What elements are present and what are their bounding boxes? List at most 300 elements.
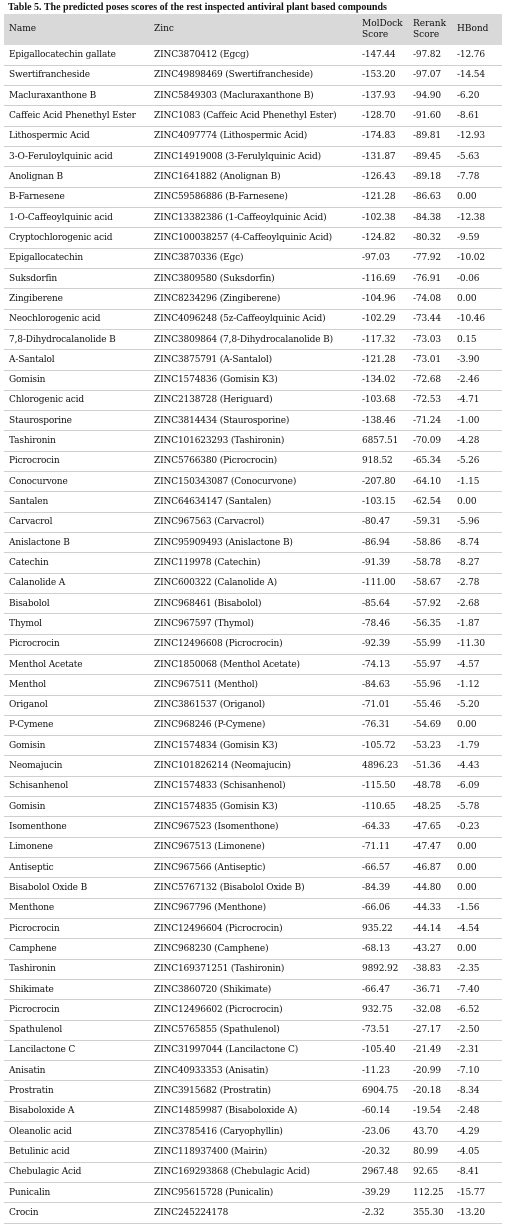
cell-moldock-score: -86.94 — [358, 533, 409, 553]
cell-moldock-score: -84.39 — [358, 878, 409, 898]
cell-hbond: 0.15 — [453, 329, 502, 349]
table-row — [4, 329, 502, 349]
cell-zinc: ZINC13382386 (1-Caffeoylquinic Acid) — [150, 208, 358, 228]
cell-rerank-score: -94.90 — [409, 86, 453, 106]
cell-zinc: ZINC967566 (Antiseptic) — [150, 858, 358, 878]
table-row — [4, 1183, 502, 1203]
cell-moldock-score: -116.69 — [358, 268, 409, 288]
cell-moldock-score: -76.31 — [358, 715, 409, 735]
cell-name: Oleanolic acid — [4, 1122, 150, 1142]
cell-rerank-score: -44.14 — [409, 918, 453, 938]
table-row — [4, 289, 502, 309]
cell-moldock-score: -97.03 — [358, 248, 409, 268]
cell-name: Bisaboloxide A — [4, 1101, 150, 1121]
cell-rerank-score: -48.25 — [409, 797, 453, 817]
cell-zinc: ZINC3860720 (Shikimate) — [150, 979, 358, 999]
table-row — [4, 350, 502, 370]
table-row — [4, 431, 502, 451]
header-rerank-line1: Rerank — [413, 18, 447, 29]
table-row — [4, 492, 502, 512]
cell-rerank-score: -32.08 — [409, 1000, 453, 1020]
cell-hbond: -4.57 — [453, 654, 502, 674]
table-row — [4, 776, 502, 796]
cell-name: 7,8-Dihydrocalanolide B — [4, 329, 150, 349]
cell-moldock-score: -207.80 — [358, 472, 409, 492]
cell-hbond: -1.79 — [453, 736, 502, 756]
table-row — [4, 918, 502, 938]
table-row — [4, 268, 502, 288]
cell-zinc: ZINC8234296 (Zingiberene) — [150, 289, 358, 309]
table-row — [4, 390, 502, 410]
cell-moldock-score: -105.72 — [358, 736, 409, 756]
cell-hbond: -14.54 — [453, 65, 502, 85]
cell-moldock-score: -39.29 — [358, 1183, 409, 1203]
cell-hbond: -7.40 — [453, 979, 502, 999]
cell-hbond: -5.20 — [453, 695, 502, 715]
cell-zinc: ZINC4097774 (Lithospermic Acid) — [150, 126, 358, 146]
cell-zinc: ZINC967511 (Menthol) — [150, 675, 358, 695]
cell-name: Neochlorogenic acid — [4, 309, 150, 329]
cell-moldock-score: -23.06 — [358, 1122, 409, 1142]
cell-hbond: -4.54 — [453, 918, 502, 938]
cell-name: Crocin — [4, 1203, 150, 1223]
cell-hbond: -4.43 — [453, 756, 502, 776]
cell-rerank-score: -77.92 — [409, 248, 453, 268]
cell-name: 1-O-Caffeoylquinic acid — [4, 208, 150, 228]
cell-moldock-score: -66.57 — [358, 858, 409, 878]
cell-moldock-score: -137.93 — [358, 86, 409, 106]
cell-moldock-score: -66.06 — [358, 898, 409, 918]
scores-table — [4, 14, 502, 1224]
header-zinc: Zinc — [154, 24, 174, 34]
cell-moldock-score: -103.15 — [358, 492, 409, 512]
cell-moldock-score: 9892.92 — [358, 959, 409, 979]
table-row — [4, 208, 502, 228]
cell-zinc: ZINC3809864 (7,8-Dihydrocalanolide B) — [150, 329, 358, 349]
cell-zinc: ZINC101623293 (Tashironin) — [150, 431, 358, 451]
table-row — [4, 1040, 502, 1060]
cell-rerank-score: -73.03 — [409, 329, 453, 349]
cell-hbond: -7.10 — [453, 1061, 502, 1081]
cell-hbond: 0.00 — [453, 878, 502, 898]
cell-hbond: -1.00 — [453, 411, 502, 431]
cell-rerank-score: -44.80 — [409, 878, 453, 898]
cell-zinc: ZINC3785416 (Caryophyllin) — [150, 1122, 358, 1142]
table-row — [4, 106, 502, 126]
cell-hbond: -13.20 — [453, 1203, 502, 1223]
cell-rerank-score: -55.97 — [409, 654, 453, 674]
cell-name: Tashironin — [4, 959, 150, 979]
table-row — [4, 1081, 502, 1101]
cell-hbond: -12.93 — [453, 126, 502, 146]
cell-zinc: ZINC64634147 (Santalen) — [150, 492, 358, 512]
cell-moldock-score: 6857.51 — [358, 431, 409, 451]
cell-hbond: -8.34 — [453, 1081, 502, 1101]
cell-moldock-score: -71.11 — [358, 837, 409, 857]
cell-name: Calanolide A — [4, 573, 150, 593]
cell-moldock-score: -11.23 — [358, 1061, 409, 1081]
cell-moldock-score: -78.46 — [358, 614, 409, 634]
cell-zinc: ZINC1083 (Caffeic Acid Phenethyl Ester) — [150, 106, 358, 126]
cell-zinc: ZINC1574833 (Schisanhenol) — [150, 776, 358, 796]
cell-moldock-score: -105.40 — [358, 1040, 409, 1060]
cell-zinc: ZINC169371251 (Tashironin) — [150, 959, 358, 979]
table-row — [4, 654, 502, 674]
cell-zinc: ZINC101826214 (Neomajucin) — [150, 756, 358, 776]
cell-rerank-score: -59.31 — [409, 512, 453, 532]
cell-hbond: -8.61 — [453, 106, 502, 126]
cell-name: Conocurvone — [4, 472, 150, 492]
cell-moldock-score: -102.38 — [358, 208, 409, 228]
cell-zinc: ZINC12496602 (Picrocrocin) — [150, 1000, 358, 1020]
cell-moldock-score: -2.32 — [358, 1203, 409, 1223]
cell-rerank-score: 112.25 — [409, 1183, 453, 1203]
cell-hbond: -15.77 — [453, 1183, 502, 1203]
cell-zinc: ZINC5767132 (Bisabolol Oxide B) — [150, 878, 358, 898]
cell-zinc: ZINC119978 (Catechin) — [150, 553, 358, 573]
cell-moldock-score: -110.65 — [358, 797, 409, 817]
cell-name: Lancilactone C — [4, 1040, 150, 1060]
cell-moldock-score: -68.13 — [358, 939, 409, 959]
cell-rerank-score: 355.30 — [409, 1203, 453, 1223]
cell-zinc: ZINC169293868 (Chebulagic Acid) — [150, 1162, 358, 1182]
cell-moldock-score: -85.64 — [358, 593, 409, 613]
cell-hbond: -4.71 — [453, 390, 502, 410]
table-row — [4, 86, 502, 106]
cell-moldock-score: -73.51 — [358, 1020, 409, 1040]
cell-name: Anisatin — [4, 1061, 150, 1081]
table-row — [4, 147, 502, 167]
cell-name: Gomisin — [4, 370, 150, 390]
table-row — [4, 45, 502, 65]
table-header — [4, 14, 502, 45]
cell-rerank-score: -47.47 — [409, 837, 453, 857]
cell-name: Picrocrocin — [4, 1000, 150, 1020]
cell-zinc: ZINC12496608 (Picrocrocin) — [150, 634, 358, 654]
cell-zinc: ZINC3809580 (Suksdorfin) — [150, 268, 358, 288]
cell-name: Menthone — [4, 898, 150, 918]
cell-moldock-score: -131.87 — [358, 147, 409, 167]
table-row — [4, 573, 502, 593]
cell-name: Menthol Acetate — [4, 654, 150, 674]
cell-rerank-score: -20.99 — [409, 1061, 453, 1081]
cell-rerank-score: -86.63 — [409, 187, 453, 207]
cell-moldock-score: -126.43 — [358, 167, 409, 187]
cell-name: Epigallocatechin gallate — [4, 45, 150, 65]
table-row — [4, 512, 502, 532]
cell-name: Catechin — [4, 553, 150, 573]
cell-zinc: ZINC967796 (Menthone) — [150, 898, 358, 918]
cell-zinc: ZINC967563 (Carvacrol) — [150, 512, 358, 532]
cell-zinc: ZINC968246 (P-Cymene) — [150, 715, 358, 735]
cell-moldock-score: 6904.75 — [358, 1081, 409, 1101]
cell-rerank-score: -58.86 — [409, 533, 453, 553]
cell-moldock-score: -92.39 — [358, 634, 409, 654]
cell-rerank-score: -73.44 — [409, 309, 453, 329]
cell-rerank-score: -62.54 — [409, 492, 453, 512]
table-row — [4, 451, 502, 471]
cell-rerank-score: -84.38 — [409, 208, 453, 228]
cell-zinc: ZINC600322 (Calanolide A) — [150, 573, 358, 593]
cell-moldock-score: 935.22 — [358, 918, 409, 938]
header-row — [4, 14, 502, 45]
table-row — [4, 979, 502, 999]
table-row — [4, 533, 502, 553]
cell-rerank-score: -44.33 — [409, 898, 453, 918]
cell-hbond: -8.27 — [453, 553, 502, 573]
table-row — [4, 959, 502, 979]
table-row — [4, 797, 502, 817]
cell-zinc: ZINC967523 (Isomenthone) — [150, 817, 358, 837]
cell-zinc: ZINC40933353 (Anisatin) — [150, 1061, 358, 1081]
cell-name: Carvacrol — [4, 512, 150, 532]
cell-hbond: -4.28 — [453, 431, 502, 451]
cell-moldock-score: -74.13 — [358, 654, 409, 674]
cell-hbond: -12.76 — [453, 45, 502, 65]
table-row — [4, 167, 502, 187]
cell-rerank-score: -38.83 — [409, 959, 453, 979]
cell-moldock-score: -117.32 — [358, 329, 409, 349]
cell-rerank-score: -58.78 — [409, 553, 453, 573]
cell-zinc: ZINC14859987 (Bisaboloxide A) — [150, 1101, 358, 1121]
cell-zinc: ZINC14919008 (3-Ferulylquinic Acid) — [150, 147, 358, 167]
cell-rerank-score: -56.35 — [409, 614, 453, 634]
cell-hbond: -9.59 — [453, 228, 502, 248]
cell-zinc: ZINC12496604 (Picrocrocin) — [150, 918, 358, 938]
cell-zinc: ZINC49898469 (Swertifrancheside) — [150, 65, 358, 85]
cell-hbond: 0.00 — [453, 858, 502, 878]
cell-moldock-score: 4896.23 — [358, 756, 409, 776]
cell-moldock-score: -111.00 — [358, 573, 409, 593]
table-body — [4, 45, 502, 1223]
cell-hbond: -4.29 — [453, 1122, 502, 1142]
cell-name: Anislactone B — [4, 533, 150, 553]
cell-hbond: -10.02 — [453, 248, 502, 268]
cell-name: Cryptochlorogenic acid — [4, 228, 150, 248]
header-moldock-line1: MolDock — [362, 18, 403, 29]
cell-name: Anolignan B — [4, 167, 150, 187]
cell-zinc: ZINC1574836 (Gomisin K3) — [150, 370, 358, 390]
cell-hbond: 0.00 — [453, 492, 502, 512]
cell-zinc: ZINC100038257 (4-Caffeoylquinic Acid) — [150, 228, 358, 248]
cell-zinc: ZINC967597 (Thymol) — [150, 614, 358, 634]
cell-name: Suksdorfin — [4, 268, 150, 288]
table-row — [4, 1020, 502, 1040]
cell-name: Shikimate — [4, 979, 150, 999]
cell-zinc: ZINC118937400 (Mairin) — [150, 1142, 358, 1162]
cell-rerank-score: -71.24 — [409, 411, 453, 431]
cell-name: Zingiberene — [4, 289, 150, 309]
cell-name: Schisanhenol — [4, 776, 150, 796]
cell-rerank-score: -89.81 — [409, 126, 453, 146]
cell-moldock-score: -80.47 — [358, 512, 409, 532]
table-row — [4, 695, 502, 715]
table-row — [4, 1101, 502, 1121]
cell-hbond: -6.20 — [453, 86, 502, 106]
cell-name: Chebulagic Acid — [4, 1162, 150, 1182]
cell-name: Neomajucin — [4, 756, 150, 776]
cell-zinc: ZINC3814434 (Staurosporine) — [150, 411, 358, 431]
cell-rerank-score: -55.96 — [409, 675, 453, 695]
cell-name: P-Cymene — [4, 715, 150, 735]
cell-name: Betulinic acid — [4, 1142, 150, 1162]
cell-hbond: -8.41 — [453, 1162, 502, 1182]
table-row — [4, 1203, 502, 1223]
cell-moldock-score: -121.28 — [358, 187, 409, 207]
cell-name: Macluraxanthone B — [4, 86, 150, 106]
cell-name: Chlorogenic acid — [4, 390, 150, 410]
table-row — [4, 1162, 502, 1182]
cell-moldock-score: 918.52 — [358, 451, 409, 471]
cell-moldock-score: 932.75 — [358, 1000, 409, 1020]
cell-name: Spathulenol — [4, 1020, 150, 1040]
header-rerank-score — [409, 14, 453, 45]
cell-zinc: ZINC5849303 (Macluraxanthone B) — [150, 86, 358, 106]
cell-rerank-score: -70.09 — [409, 431, 453, 451]
table-caption: Table 5. The predicted poses scores of the rest inspected antiviral plant based compounds — [8, 2, 387, 13]
table-row — [4, 411, 502, 431]
cell-moldock-score: -103.68 — [358, 390, 409, 410]
cell-zinc: ZINC59586886 (B-Farnesene) — [150, 187, 358, 207]
cell-hbond: -10.46 — [453, 309, 502, 329]
cell-hbond: -12.38 — [453, 208, 502, 228]
cell-name: Picrocrocin — [4, 451, 150, 471]
table-row — [4, 126, 502, 146]
cell-moldock-score: -134.02 — [358, 370, 409, 390]
cell-zinc: ZINC968230 (Camphene) — [150, 939, 358, 959]
cell-moldock-score: -147.44 — [358, 45, 409, 65]
cell-hbond: -4.05 — [453, 1142, 502, 1162]
header-moldock-line2: Score — [362, 29, 389, 40]
table-row — [4, 593, 502, 613]
cell-hbond: -2.35 — [453, 959, 502, 979]
cell-rerank-score: -36.71 — [409, 979, 453, 999]
cell-name: Antiseptic — [4, 858, 150, 878]
cell-rerank-score: -74.08 — [409, 289, 453, 309]
table-row — [4, 370, 502, 390]
cell-moldock-score: -91.39 — [358, 553, 409, 573]
table-row — [4, 1000, 502, 1020]
cell-hbond: -6.52 — [453, 1000, 502, 1020]
table-row — [4, 1061, 502, 1081]
cell-zinc: ZINC150343087 (Conocurvone) — [150, 472, 358, 492]
cell-name: 3-O-Feruloylquinic acid — [4, 147, 150, 167]
cell-rerank-score: 80.99 — [409, 1142, 453, 1162]
cell-hbond: -0.06 — [453, 268, 502, 288]
cell-hbond: -8.74 — [453, 533, 502, 553]
cell-hbond: 0.00 — [453, 289, 502, 309]
cell-hbond: -7.78 — [453, 167, 502, 187]
cell-zinc: ZINC3870336 (Egc) — [150, 248, 358, 268]
cell-rerank-score: -73.01 — [409, 350, 453, 370]
cell-moldock-score: -71.01 — [358, 695, 409, 715]
cell-rerank-score: -27.17 — [409, 1020, 453, 1040]
cell-zinc: ZINC1574835 (Gomisin K3) — [150, 797, 358, 817]
cell-zinc: ZINC968461 (Bisabolol) — [150, 593, 358, 613]
cell-name: Swertifrancheside — [4, 65, 150, 85]
cell-hbond: -1.12 — [453, 675, 502, 695]
cell-zinc: ZINC3870412 (Egcg) — [150, 45, 358, 65]
table-row — [4, 736, 502, 756]
cell-moldock-score: -66.47 — [358, 979, 409, 999]
cell-hbond: -0.23 — [453, 817, 502, 837]
cell-hbond: 0.00 — [453, 837, 502, 857]
cell-name: B-Farnesene — [4, 187, 150, 207]
table-row — [4, 898, 502, 918]
cell-name: Thymol — [4, 614, 150, 634]
cell-rerank-score: -46.87 — [409, 858, 453, 878]
cell-moldock-score: -128.70 — [358, 106, 409, 126]
table-row — [4, 756, 502, 776]
cell-name: Menthol — [4, 675, 150, 695]
cell-name: Prostratin — [4, 1081, 150, 1101]
cell-rerank-score: -57.92 — [409, 593, 453, 613]
cell-moldock-score: -104.96 — [358, 289, 409, 309]
cell-hbond: -5.63 — [453, 147, 502, 167]
table-row — [4, 675, 502, 695]
cell-moldock-score: -124.82 — [358, 228, 409, 248]
cell-rerank-score: -21.49 — [409, 1040, 453, 1060]
cell-name: Punicalin — [4, 1183, 150, 1203]
cell-rerank-score: -65.34 — [409, 451, 453, 471]
table-row — [4, 1122, 502, 1142]
cell-name: Origanol — [4, 695, 150, 715]
cell-rerank-score: -89.45 — [409, 147, 453, 167]
cell-hbond: -2.31 — [453, 1040, 502, 1060]
cell-rerank-score: -19.54 — [409, 1101, 453, 1121]
cell-rerank-score: -72.68 — [409, 370, 453, 390]
table-row — [4, 837, 502, 857]
header-moldock-score — [358, 14, 409, 45]
cell-rerank-score: -20.18 — [409, 1081, 453, 1101]
cell-moldock-score: -138.46 — [358, 411, 409, 431]
cell-rerank-score: -47.65 — [409, 817, 453, 837]
table-row — [4, 553, 502, 573]
header-rerank-line2: Score — [413, 29, 440, 40]
table-row — [4, 817, 502, 837]
cell-zinc: ZINC967513 (Limonene) — [150, 837, 358, 857]
cell-name: Bisabolol — [4, 593, 150, 613]
cell-moldock-score: -84.63 — [358, 675, 409, 695]
cell-rerank-score: -64.10 — [409, 472, 453, 492]
cell-moldock-score: -153.20 — [358, 65, 409, 85]
cell-rerank-score: -76.91 — [409, 268, 453, 288]
table-row — [4, 715, 502, 735]
cell-hbond: -3.90 — [453, 350, 502, 370]
cell-rerank-score: -48.78 — [409, 776, 453, 796]
cell-hbond: -5.96 — [453, 512, 502, 532]
cell-name: Tashironin — [4, 431, 150, 451]
cell-hbond: -1.56 — [453, 898, 502, 918]
table-row — [4, 248, 502, 268]
table-row — [4, 228, 502, 248]
cell-zinc: ZINC95615728 (Punicalin) — [150, 1183, 358, 1203]
cell-hbond: -5.78 — [453, 797, 502, 817]
cell-rerank-score: -53.23 — [409, 736, 453, 756]
cell-moldock-score: -64.33 — [358, 817, 409, 837]
cell-hbond: -2.48 — [453, 1101, 502, 1121]
cell-rerank-score: 92.65 — [409, 1162, 453, 1182]
table-row — [4, 472, 502, 492]
cell-rerank-score: -97.07 — [409, 65, 453, 85]
cell-hbond: -2.78 — [453, 573, 502, 593]
cell-hbond: 0.00 — [453, 715, 502, 735]
header-hbond: HBond — [457, 24, 489, 34]
cell-rerank-score: -91.60 — [409, 106, 453, 126]
cell-moldock-score: 2967.48 — [358, 1162, 409, 1182]
cell-name: Caffeic Acid Phenethyl Ester — [4, 106, 150, 126]
cell-name: Picrocrocin — [4, 918, 150, 938]
